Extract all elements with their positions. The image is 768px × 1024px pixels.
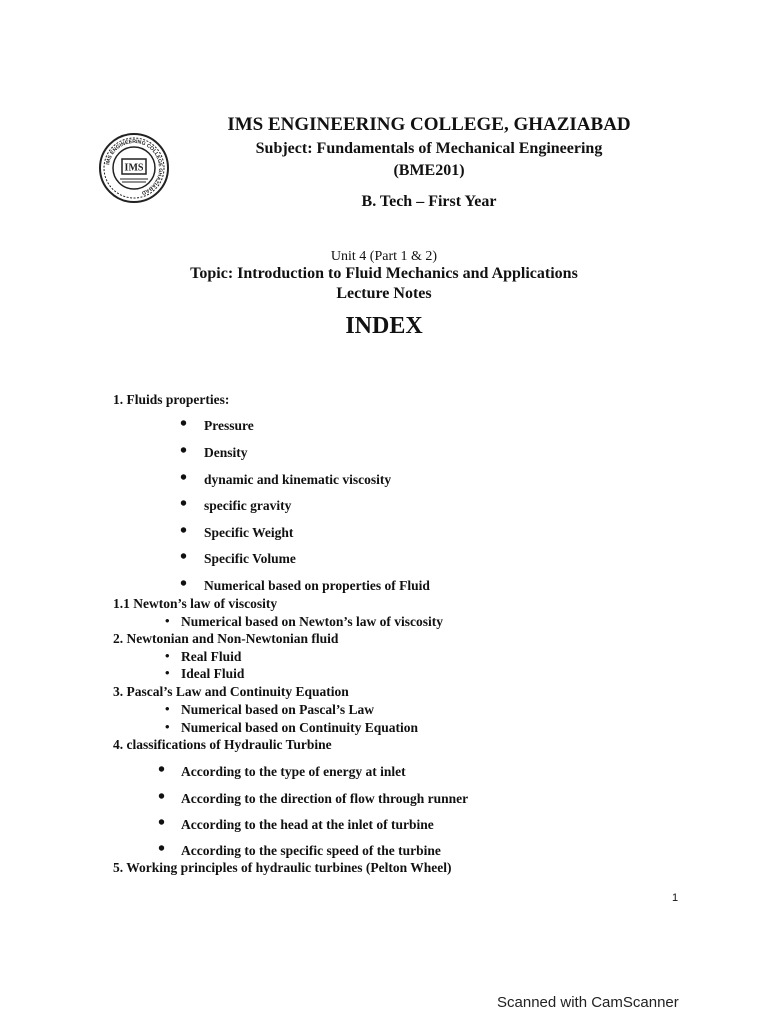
bullet-icon: • [180,413,188,435]
topic-title: Topic: Introduction to Fluid Mechanics and Applications [190,265,578,282]
scanner-watermark: Scanned with CamScanner [497,994,679,1011]
list-item: Numerical based on Pascal’s Law [181,702,374,717]
bullet-icon: • [180,573,188,595]
bullet-icon: • [165,665,170,680]
list-item: Pressure [204,418,254,433]
section-1-1-heading: 1.1 Newton’s law of viscosity [113,596,278,611]
lecture-notes-label: Lecture Notes [336,285,432,302]
bullet-icon: • [165,719,170,734]
list-item: According to the head at the inlet of turbine [181,817,434,832]
section-2-heading: 2. Newtonian and Non-Newtonian fluid [113,631,339,646]
unit-label: Unit 4 (Part 1 & 2) [330,249,438,264]
list-item: Real Fluid [181,649,242,664]
list-item: Numerical based on properties of Fluid [204,578,430,593]
section-5-heading: 5. Working principles of hydraulic turbines (Pelton Wheel) [113,860,452,875]
bullet-icon: • [180,440,188,462]
list-item: Ideal Fluid [181,666,245,681]
bullet-icon: • [165,701,170,716]
section-3-heading: 3. Pascal’s Law and Continuity Equation [113,684,349,699]
list-item: According to the direction of flow through runner [181,791,469,806]
bullet-icon: • [180,546,188,568]
svg-text:IMS: IMS [124,162,144,174]
list-item: According to the specific speed of the turbine [181,843,441,858]
section-1-heading: 1. Fluids properties: [113,392,230,407]
subject-code: (BME201) [393,162,465,179]
list-item: Numerical based on Continuity Equation [181,720,419,735]
section-4-heading: 4. classifications of Hydraulic Turbine [113,737,332,752]
list-item: Specific Weight [204,525,294,540]
college-name: IMS ENGINEERING COLLEGE, GHAZIABAD [227,114,631,135]
bullet-icon: • [180,493,188,515]
list-item: specific gravity [204,498,292,513]
bullet-icon: • [158,838,166,860]
index-heading: INDEX [345,313,423,339]
page-number: 1 [672,892,679,904]
bullet-icon: • [158,759,166,781]
bullet-icon: • [165,648,170,663]
course-year: B. Tech – First Year [361,193,497,210]
bullet-icon: • [158,812,166,834]
subject-title: Subject: Fundamentals of Mechanical Engineering [255,140,603,157]
svg-text:IMS ENGINEERING COLLEGE GHAZIA: IMS ENGINEERING COLLEGE GHAZIABAD [105,138,164,196]
list-item: Numerical based on Newton’s law of viscosity [181,614,443,629]
bullet-icon: • [158,786,166,808]
bullet-icon: • [180,467,188,489]
bullet-icon: • [180,520,188,542]
list-item: According to the type of energy at inlet [181,764,406,779]
list-item: dynamic and kinematic viscosity [204,472,392,487]
list-item: Density [204,445,248,460]
list-item: Specific Volume [204,551,296,566]
bullet-icon: • [165,613,170,628]
